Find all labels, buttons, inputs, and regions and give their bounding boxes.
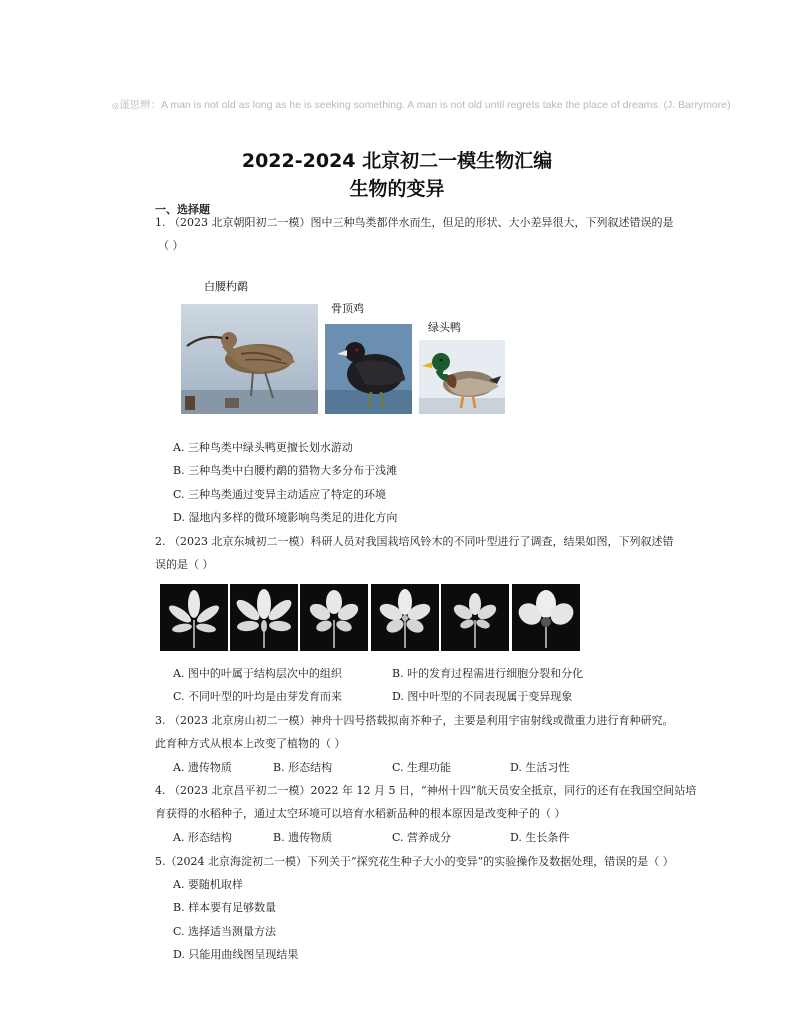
question-5-stem: 5.（2024 北京海淀初二一模）下列关于“探究花生种子大小的变异”的实验操作及数据处理，错误的是（ ） — [155, 855, 674, 868]
leaf-image — [160, 584, 228, 651]
q4-option-c: C. 营养成分 — [392, 831, 452, 844]
q3-option-d: D. 生活习性 — [510, 761, 570, 774]
q1-option-c: C. 三种鸟类通过变异主动适应了特定的环境 — [173, 488, 387, 501]
q5-option-b: B. 样本要有足够数量 — [173, 901, 277, 914]
q2-option-d: D. 图中叶型的不同表现属于变异现象 — [392, 690, 573, 703]
bird-label-curlew: 白腰杓鹬 — [204, 280, 248, 293]
q5-option-d: D. 只能用曲线图呈现结果 — [173, 948, 299, 961]
q4-option-b: B. 遗传物质 — [273, 831, 333, 844]
question-4-stem: 4. （2023 北京昌平初二一模）2022 年 12 月 5 日，“神州十四”航天员安全抵京，同行的还有在我国空间站培 育获得的水稻种子，通过太空环境可以培育水稻新品种的根本原因是改变种子的（ ） — [155, 784, 697, 820]
q2-option-b: B. 叶的发育过程需进行细胞分裂和分化 — [392, 667, 584, 680]
q1-option-d: D. 湿地内多样的微环境影响鸟类足的进化方向 — [173, 511, 398, 524]
leaf-image — [441, 584, 509, 651]
curlew-photo — [181, 304, 318, 414]
q4-option-a: A. 形态结构 — [173, 831, 232, 844]
leaf-image — [371, 584, 439, 651]
q1-option-b: B. 三种鸟类中白腰杓鹬的猎物大多分布于浅滩 — [173, 464, 398, 477]
coot-photo — [325, 324, 412, 414]
question-1-stem: 1. （2023 北京朝阳初二一模）图中三种鸟类都伴水而生，但足的形状、大小差异很大，下列叙述错误的是 （ ） — [155, 216, 674, 252]
header-quote: ◎谨思辨：A man is not old as long as he is seeking something. A man is not old until regrets take the place of dreams. (J. Barrymore) — [112, 99, 731, 111]
page-title: 2022-2024 北京初二一模生物汇编 — [241, 150, 553, 172]
q3-option-c: C. 生理功能 — [392, 761, 452, 774]
mallard-photo — [419, 340, 505, 414]
leaf-image — [230, 584, 298, 651]
q5-option-a: A. 要随机取样 — [173, 878, 243, 891]
question-3-stem: 3. （2023 北京房山初二一模）神舟十四号搭载拟南芥种子，主要是利用宇宙射线或微重力进行育种研究。 此育种方式从根本上改变了植物的（ ） — [155, 714, 674, 750]
question-2-stem: 2. （2023 北京东城初二一模）科研人员对我国栽培风铃木的不同叶型进行了调查，结果如图，下列叙述错 误的是（ ） — [155, 535, 674, 571]
bird-label-coot: 骨顶鸡 — [331, 302, 364, 315]
circle-bullet-icon: ◎ — [112, 101, 119, 110]
q5-option-c: C. 选择适当测量方法 — [173, 925, 277, 938]
leaf-image — [300, 584, 368, 651]
q4-option-d: D. 生长条件 — [510, 831, 570, 844]
q2-option-c: C. 不同叶型的叶均是由芽发育而来 — [173, 690, 343, 703]
page-subtitle: 生物的变异 — [349, 178, 445, 200]
bird-label-mallard: 绿头鸭 — [428, 321, 461, 334]
leaf-image — [512, 584, 580, 651]
q3-option-b: B. 形态结构 — [273, 761, 333, 774]
q3-option-a: A. 遗传物质 — [173, 761, 232, 774]
section-heading: 一、选择题 — [155, 203, 210, 216]
q2-option-a: A. 图中的叶属于结构层次中的组织 — [173, 667, 342, 680]
q1-option-a: A. 三种鸟类中绿头鸭更擅长划水游动 — [173, 441, 353, 454]
